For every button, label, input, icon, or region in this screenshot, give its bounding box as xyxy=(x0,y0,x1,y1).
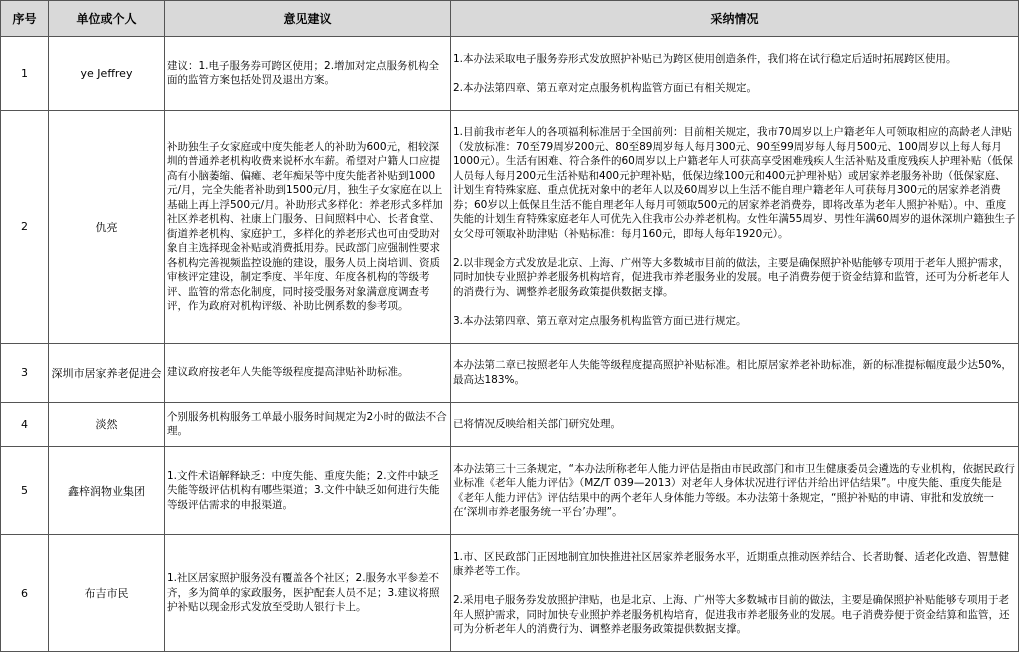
row-adoption xyxy=(451,402,1019,447)
row-unit: 仇亮 xyxy=(49,110,165,343)
table-row xyxy=(1,37,1019,111)
adoption-item: 3.本办法第四章、第五章对定点服务机构监管方面已进行规定。 xyxy=(453,314,747,327)
row-no: 1 xyxy=(1,37,49,111)
row-opinion: 补助独生子女家庭或中度失能老人的补助为600元，相较深圳的普通养老机构收费来说杯水车薪。希望对户籍人口应提高有小脑萎缩、偏瘫、老年痴呆等中度失能者补贴到1000元/月，完全失能者补助到1500元/月，独生子女家庭在以上基础上再上浮500元/月。补助形式多样化：养老形式多样加社区养老机构、社康上门服务、日间照料中心、长者食堂、街道养老机构、家庭护工，多样化的养老形式也可由受助对象自主选择现金补贴或消费抵用券。民政部门应强制性要求各机构完善视频监控设施的建设，服务人员上岗培训、资质审核评定建设，制定季度、半年度、年度各机构的等级考评、监管的常态化制度，同时接受服务对象满意度调查考评，作为政府对机构评级、补助比例系数的参考项。 xyxy=(165,110,451,343)
adoption-item: 1.市、区民政部门正因地制宜加快推进社区居家养老服务水平，近期重点推动医养结合、长者助餐、适老化改造、智慧健康养老等工作。 xyxy=(453,550,1010,577)
row-adoption xyxy=(451,37,1019,111)
row-adoption xyxy=(451,535,1019,652)
header-unit: 单位或个人 xyxy=(49,1,165,37)
adoption-item: 已将情况反映给相关部门研究处理。 xyxy=(453,418,621,430)
adoption-item: 本办法第三十三条规定，“本办法所称老年人能力评估是指由市民政部门和市卫生健康委员会遴选的专业机构，依据民政行业标准《老年人能力评估》（MZ/T 039—2013）对老年人身体状况进行评估并给出评估结果”。中度失能、重度失能是《老年人能力评估》评估结果中的两个老年人身体能力等级。本办法第十条规定，“照护补贴的申请、审批和发放统一在‘深圳市养老服务统一平台’办理”。 xyxy=(453,462,1015,518)
row-unit: ye Jeffrey xyxy=(49,37,165,111)
row-adoption xyxy=(451,343,1019,402)
table-row xyxy=(1,535,1019,652)
row-opinion: 个别服务机构服务工单最小服务时间规定为2小时的做法不合理。 xyxy=(165,402,451,447)
row-adoption xyxy=(451,110,1019,343)
table-row xyxy=(1,110,1019,343)
row-no: 5 xyxy=(1,447,49,535)
row-no: 3 xyxy=(1,343,49,402)
header-row xyxy=(1,1,1019,37)
table-row xyxy=(1,402,1019,447)
row-opinion: 1.社区居家照护服务没有覆盖各个社区；2.服务水平参差不齐，多为简单的家政服务，医护配套人员不足；3.建议将照护补贴以现金形式发放至受助人银行卡上。 xyxy=(165,535,451,652)
adoption-item: 本办法第二章已按照老年人失能等级程度提高照护补贴标准。相比原居家养老补助标准，新的标准提标幅度最少达50%，最高达183%。 xyxy=(453,359,1012,386)
adoption-item: 1.本办法采取电子服务券形式发放照护补贴已为跨区使用创造条件，我们将在试行稳定后适时拓展跨区使用。 xyxy=(453,52,957,65)
row-opinion: 建议：1.电子服务券可跨区使用；2.增加对定点服务机构全面的监管方案包括处罚及退出方案。 xyxy=(165,37,451,111)
adoption-item: 2.本办法第四章、第五章对定点服务机构监管方面已有相关规定。 xyxy=(453,81,758,94)
row-adoption xyxy=(451,447,1019,535)
row-no: 4 xyxy=(1,402,49,447)
table-row xyxy=(1,447,1019,535)
adoption-item: 1.目前我市老年人的各项福利标准居于全国前列：目前相关规定，我市70周岁以上户籍老年人可领取相应的高龄老人津贴（发放标准：70至79周岁200元、80至89周岁每人每月300元、90至99周岁每人每月500元、100周岁以上每人每月1000元）。生活有困难、符合条件的60周岁以上户籍老年人可获高享受困难残疾人生活补贴及重度残疾人护理补贴（低保人员每人每月200元生活补贴和400元护理补贴，低保边缘100元和400元护理补贴）或居家养老服务补助（低保家庭、计划生育特殊家庭、重点优抚对象中的老年人以及60周岁以上生活不能自理户籍老年人可获每月300元的居家养老消费券；60岁以上低保且生活不能自理老年人每月可领取500元的居家养老消费券，即将改革为老年人照护补贴）。中、重度失能的计划生育特殊家庭老年人可优先入住我市公办养老机构。女性年满55周岁、男性年满60周岁的退休深圳户籍独生子女父母可领取补助津贴（补贴标准：每月160元，即每人每年1920元）。 xyxy=(453,126,1016,240)
row-unit: 淡然 xyxy=(49,402,165,447)
header-adoption: 采纳情况 xyxy=(451,1,1019,37)
row-opinion: 建议政府按老年人失能等级程度提高津贴补助标准。 xyxy=(165,343,451,402)
row-unit: 布吉市民 xyxy=(49,535,165,652)
row-no: 2 xyxy=(1,110,49,343)
row-opinion: 1.文件术语解释缺乏：中度失能、重度失能；2.文件中缺乏失能等级评估机构有哪些渠道；3.文件中缺乏如何进行失能等级评估需求的申报渠道。 xyxy=(165,447,451,535)
header-opinion: 意见建议 xyxy=(165,1,451,37)
row-unit: 鑫梓润物业集团 xyxy=(49,447,165,535)
row-no: 6 xyxy=(1,535,49,652)
header-no: 序号 xyxy=(1,1,49,37)
adoption-item: 2.以非现金方式发放是北京、上海、广州等大多数城市目前的做法，主要是确保照护补贴能够专项用于老年人照护需求，同时加快专业照护养老服务机构培育，促进我市养老服务业的发展。电子消费券便于资金结算和监管，还可为分析老年人的消费行为、调整养老服务政策提供数据支撑。 xyxy=(453,256,1010,298)
row-unit: 深圳市居家养老促进会 xyxy=(49,343,165,402)
adoption-item: 2.采用电子服务券发放照护津贴，也是北京、上海、广州等大多数城市目前的做法，主要是确保照护补贴能够专项用于老年人照护需求，同时加快专业照护养老服务机构培育，促进我市养老服务业的发展。电子消费券便于资金结算和监管，还可为分析老年人的消费行为、调整养老服务政策提供数据支撑。 xyxy=(453,594,1010,635)
table-row xyxy=(1,343,1019,402)
